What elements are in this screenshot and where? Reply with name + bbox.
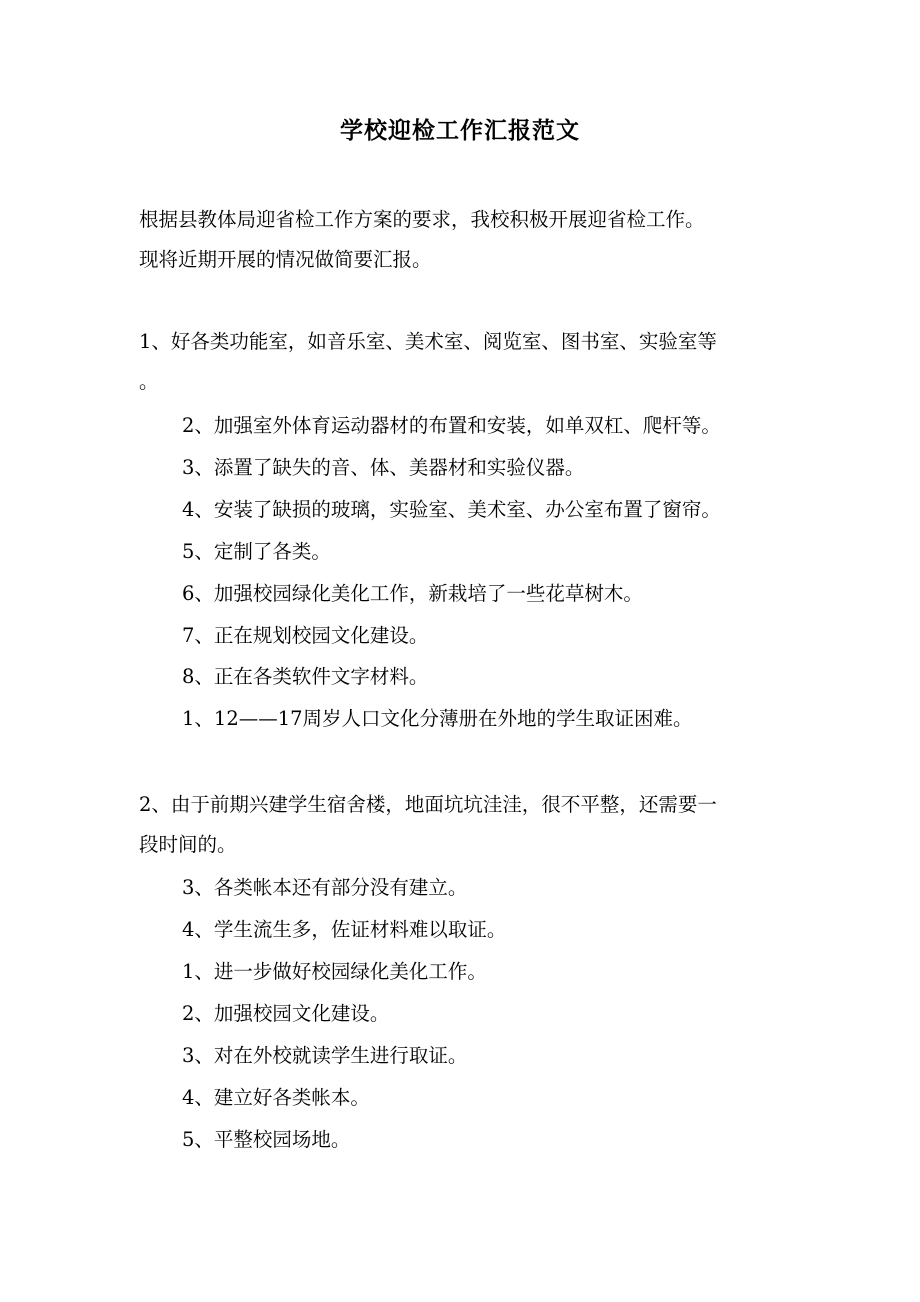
list-item: 3、各类帐本还有部分没有建立。 — [182, 876, 468, 899]
list-item: 5、平整校园场地。 — [182, 1128, 351, 1151]
list-item: 2、加强室外体育运动器材的布置和安装，如单双杠、爬杆等。 — [182, 414, 721, 437]
intro-line: 根据县教体局迎省检工作方案的要求，我校积极开展迎省检工作。 — [139, 208, 705, 231]
list-item: 1、进一步做好校园绿化美化工作。 — [182, 960, 487, 983]
list-item: 6、加强校园绿化美化工作，新栽培了一些花草树木。 — [182, 582, 643, 605]
list-item: 3、对在外校就读学生进行取证。 — [182, 1044, 468, 1067]
list-item: 2、加强校园文化建设。 — [182, 1002, 390, 1025]
section2-line: 段时间的。 — [139, 833, 237, 856]
list-item: 1、12——17周岁人口文化分薄册在外地的学生取证困难。 — [182, 707, 693, 730]
section2-line: 2、由于前期兴建学生宿舍楼，地面坑坑洼洼，很不平整，还需要一 — [139, 793, 717, 816]
list-item: 5、定制了各类。 — [182, 540, 331, 563]
section2-paragraph — [139, 785, 789, 865]
list-item: 4、安装了缺损的玻璃，实验室、美术室、办公室布置了窗帘。 — [182, 498, 721, 521]
list-item: 8、正在各类软件文字材料。 — [182, 665, 429, 688]
section1-paragraph — [139, 322, 789, 402]
section1-line: 。 — [139, 370, 159, 393]
list-item: 4、学生流生多，佐证材料难以取证。 — [182, 918, 507, 941]
intro-line: 现将近期开展的情况做简要汇报。 — [139, 248, 432, 271]
document-title: 学校迎检工作汇报范文 — [340, 117, 580, 144]
list-item: 7、正在规划校园文化建设。 — [182, 624, 429, 647]
section1-line: 1、好各类功能室，如音乐室、美术室、阅览室、图书室、实验室等 — [139, 330, 717, 353]
intro-paragraph — [139, 200, 789, 280]
list-item: 4、建立好各类帐本。 — [182, 1086, 370, 1109]
list-item: 3、添置了缺失的音、体、美器材和实验仪器。 — [182, 456, 585, 479]
